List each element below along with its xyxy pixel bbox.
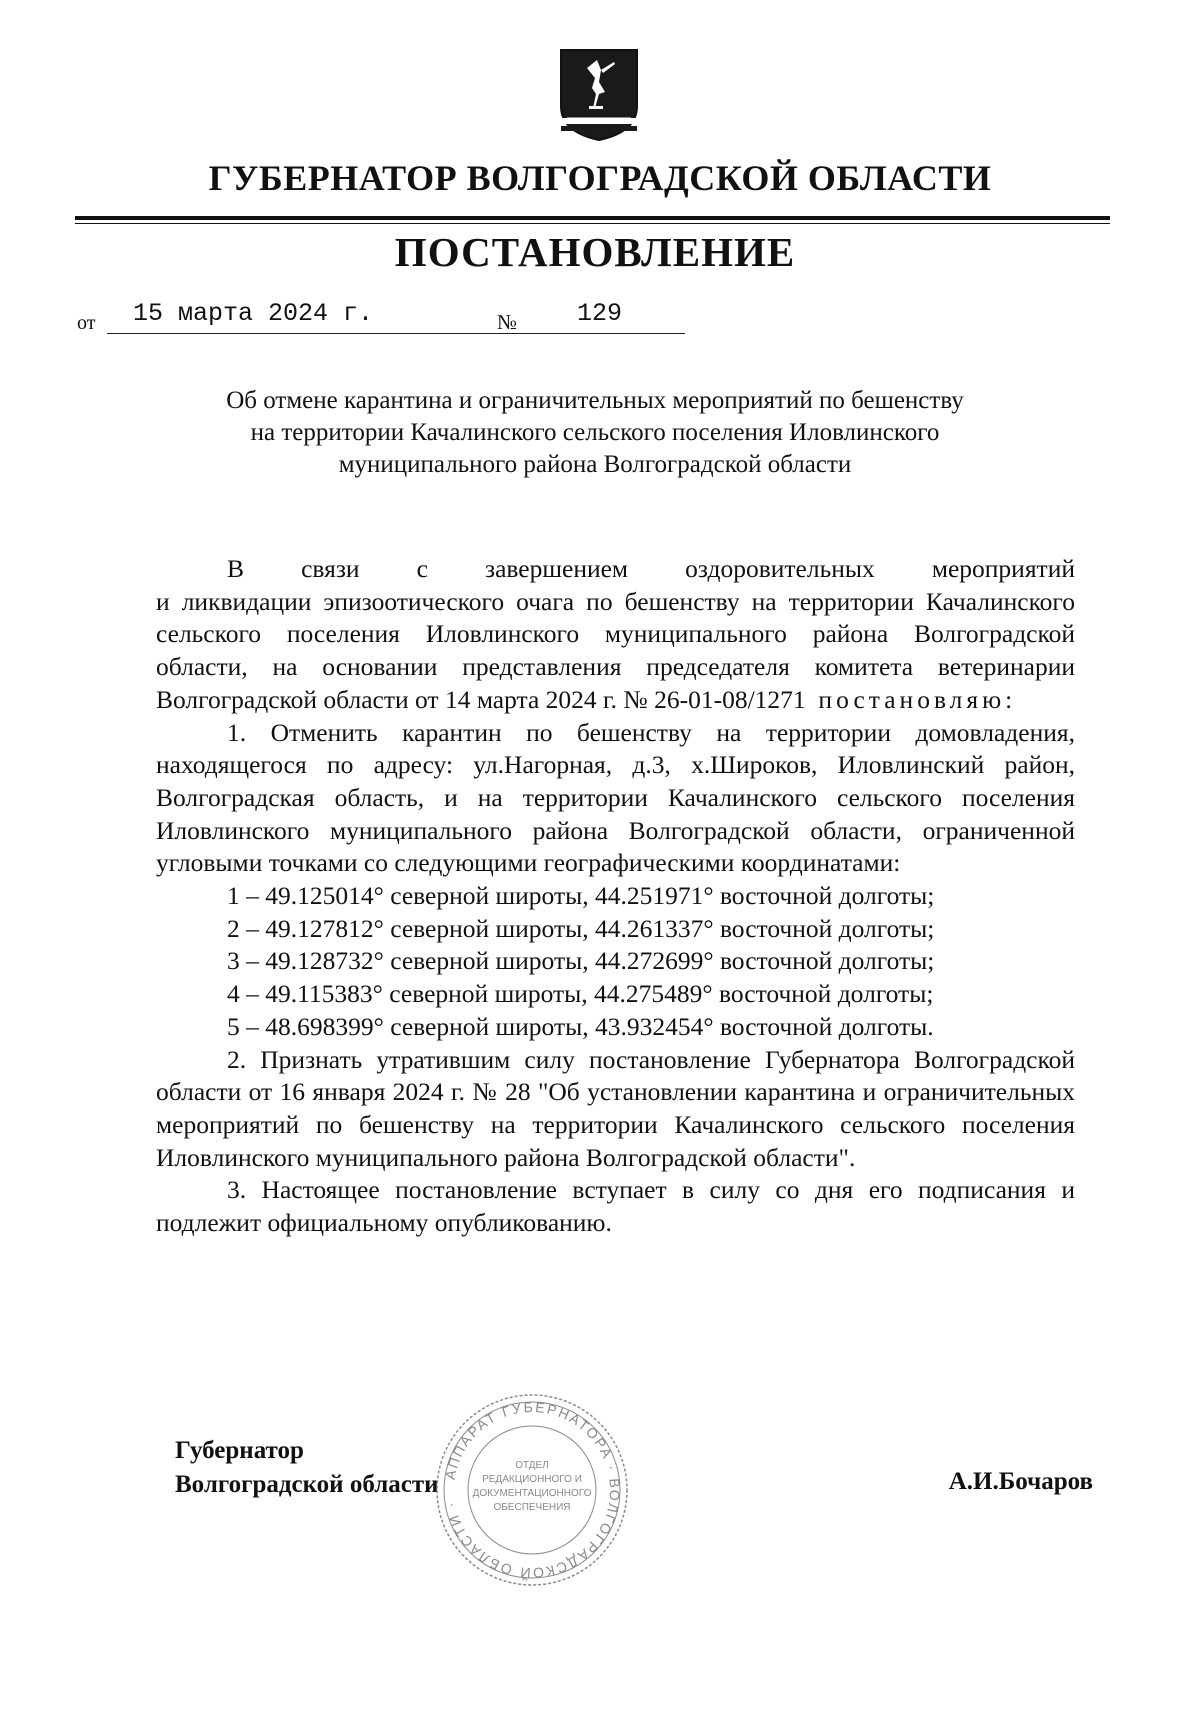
number-value: 129 bbox=[577, 299, 623, 328]
date-number-row bbox=[77, 296, 697, 336]
coordinate-item: 4 – 49.115383° северной широты, 44.275489° восточной долготы; bbox=[227, 979, 934, 1009]
title-line: муниципального района Волгоградской области bbox=[338, 451, 852, 478]
issuing-authority: ГУБЕРНАТОР ВОЛГОГРАДСКОЙ ОБЛАСТИ bbox=[208, 158, 992, 198]
date-label: от bbox=[77, 312, 96, 334]
signatory-title-line: Волгоградской области bbox=[175, 1471, 439, 1498]
intro-paragraph bbox=[156, 586, 1075, 717]
document-title bbox=[0, 385, 1190, 481]
item-2: 2. Признать утратившим силу постановление Губернатора Волгоградской области от 16 января 2024 г. № 28 "Об установлении карантина и ограничительных мероприятий по бешенству на территории Качалинского сельского поселения Иловлинского муниципального района Волгоградской области". bbox=[156, 1044, 1075, 1172]
svg-text:ДОКУМЕНТАЦИОННОГО: ДОКУМЕНТАЦИОННОГО bbox=[472, 1488, 592, 1499]
intro-paragraph-line1: В связи с завершением оздоровительных мероприятий bbox=[227, 554, 1075, 583]
coordinate-item: 5 – 48.698399° северной широты, 43.932454° восточной долготы. bbox=[227, 1011, 934, 1041]
signatory-title bbox=[175, 1434, 439, 1502]
svg-text:ОБЕСПЕЧЕНИЯ: ОБЕСПЕЧЕНИЯ bbox=[493, 1502, 571, 1513]
volgograd-coat-of-arms-icon bbox=[559, 48, 639, 142]
coordinate-item: 1 – 49.125014° северной широты, 44.251971° восточной долготы; bbox=[227, 881, 935, 911]
svg-text:ОТДЕЛ: ОТДЕЛ bbox=[515, 1460, 549, 1471]
official-seal-stamp bbox=[432, 1390, 632, 1590]
title-line: Об отмене карантина и ограничительных мероприятий по бешенству bbox=[226, 387, 964, 414]
document-body bbox=[156, 553, 1075, 1240]
signatory-title-line: Губернатор bbox=[175, 1437, 304, 1464]
decree-word: постановляю: bbox=[818, 684, 1017, 714]
intro-text: и ликвидации эпизоотического очага по бешенству на территории Качалинского сельского поселения Иловлинского муниципального района Волгоградской области, на основании представления председателя комитета ветеринарии Волгоградской области от 14 марта 2024 г. bbox=[156, 586, 1075, 714]
date-value: 15 марта 2024 г. bbox=[133, 299, 374, 328]
svg-text:РЕДАКЦИОННОГО И: РЕДАКЦИОННОГО И bbox=[482, 1474, 582, 1485]
header-divider-thick bbox=[75, 216, 1110, 220]
item-1: 1. Отменить карантин по бешенству на территории домовладения, находящегося по адресу: ул.Нагорная, д.3, х.Широков, Иловлинский район, Волгоградская область, и на территории Качалинского сельского поселения Иловлинского муниципального района Волгоградской области, ограниченной угловыми точками со следующими географическими координатами: bbox=[156, 717, 1075, 878]
item-3: 3. Настоящее постановление вступает в силу со дня его подписания и подлежит официальному опубликованию. bbox=[156, 1175, 1075, 1238]
document-type-heading: ПОСТАНОВЛЕНИЕ bbox=[394, 229, 796, 275]
signatory-name: А.И.Бочаров bbox=[948, 1468, 1093, 1495]
title-line: на территории Качалинского сельского поселения Иловлинского bbox=[250, 419, 940, 446]
coordinate-item: 2 – 49.127812° северной широты, 44.261337° восточной долготы; bbox=[227, 913, 935, 943]
intro-reference: № 26-01-08/1271 bbox=[623, 684, 806, 714]
number-underline bbox=[525, 333, 685, 334]
date-underline bbox=[107, 333, 552, 334]
header-divider-thin bbox=[75, 223, 1110, 224]
svg-text:АППАРАТ ГУБЕРНАТОРА · ВОЛГОГРА: АППАРАТ ГУБЕРНАТОРА · ВОЛГОГРАДСКОЙ ОБЛАСТИ · bbox=[441, 1398, 624, 1582]
number-label: № bbox=[497, 310, 518, 334]
coordinate-item: 3 – 49.128732° северной широты, 44.272699° восточной долготы; bbox=[227, 946, 935, 976]
